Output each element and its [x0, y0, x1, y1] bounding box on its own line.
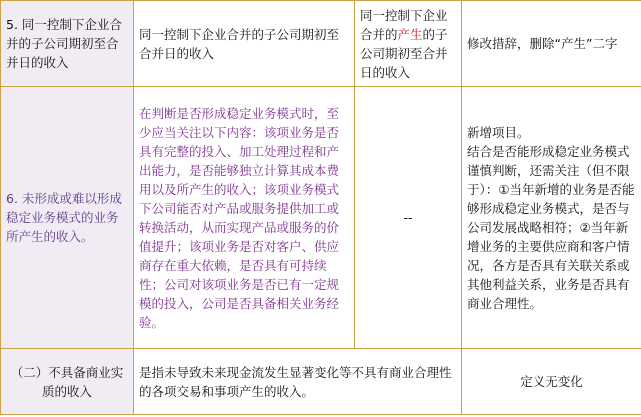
old-rule-text-part: 的子公司期初至合并日的收入: [360, 26, 448, 80]
highlighted-word: 产生: [397, 26, 423, 42]
table-row: [1, 349, 641, 415]
change-note: 修改措辞，删除“产生”二字: [462, 1, 641, 87]
old-rule-text: [355, 1, 462, 87]
row-item-label: 6. 未形成或难以形成稳定业务模式的业务所产生的收入。: [1, 87, 134, 349]
old-rule-text-part: 同一控制下企业合并的: [360, 7, 448, 42]
change-note: 定义无变化: [462, 349, 641, 415]
table-row: [1, 87, 641, 349]
old-rule-text: --: [355, 87, 462, 349]
row-item-label: （二）不具备商业实质的收入: [1, 349, 134, 415]
new-rule-text: 在判断是否形成稳定业务模式时，至少应当关注以下内容：该项业务是否具有完整的投入、加工处理过程和产出能力，是否能够独立计算其成本费用以及所产生的收入；该项业务模式下公司能否对产品或服务提供加工或转换活动，从而实现产品或服务的价值提升；该项业务是否对客户、供应商存在重大依赖，是否具有可持续性；公司对该项业务是否已有一定规模的投入，公司是否具备相关业务经验。: [134, 87, 355, 349]
change-note-body: 结合是否能形成稳定业务模式谨慎判断，还需关注（但不限于）：①当年新增的业务是否能够形成稳定业务模式，是否与公司发展战略相符；②当年新增业务的主要供应商和客户情况，各方是否具有关联关系或其他利益关系，业务是否具有商业合理性。: [467, 143, 635, 311]
table-row: [1, 1, 641, 87]
new-rule-text: 同一控制下企业合并的子公司期初至合并日的收入: [134, 1, 355, 87]
row-item-label: 5. 同一控制下企业合并的子公司期初至合并日的收入: [1, 1, 134, 87]
change-note: [462, 87, 641, 349]
definition-text: 是指未导致未来现金流发生显著变化等不具有商业合理性的各项交易和事项产生的收入。: [134, 349, 462, 415]
change-note-title: 新增项目。: [467, 124, 530, 140]
